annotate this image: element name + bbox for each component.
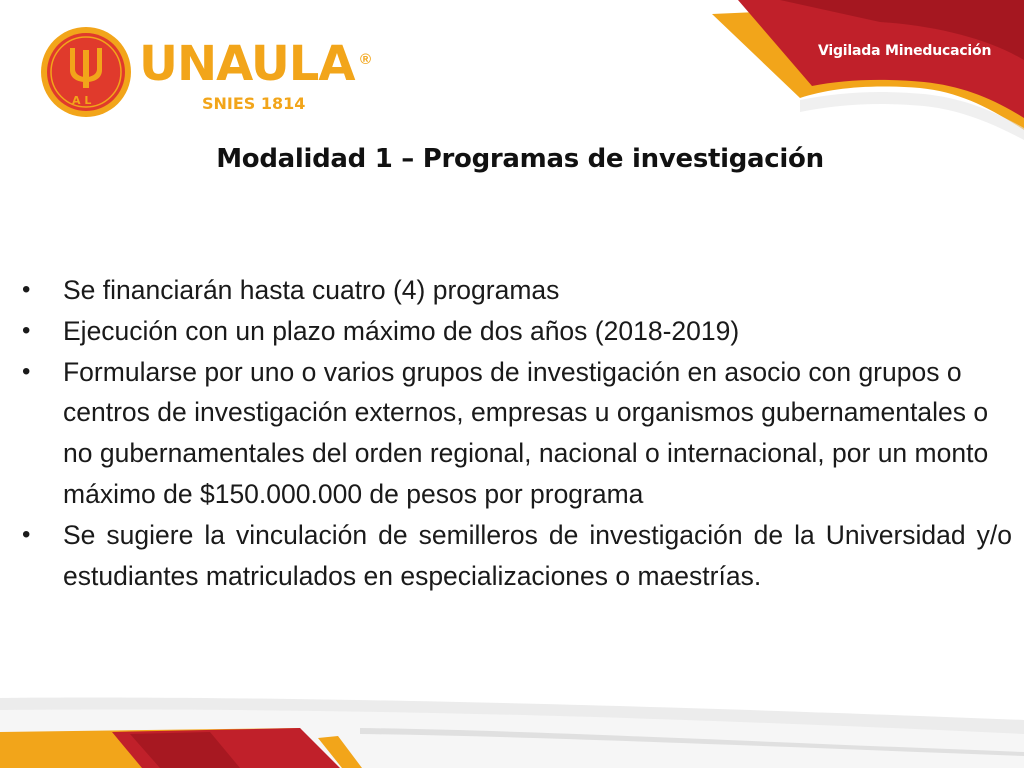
- bullet-text: Se financiarán hasta cuatro (4) programas: [63, 275, 560, 305]
- bullet-marker: •: [22, 357, 31, 385]
- bullet-marker: •: [22, 316, 31, 344]
- registered-mark: ®: [360, 51, 372, 68]
- bullet-list: [22, 270, 1012, 596]
- bullet-marker: •: [22, 520, 31, 548]
- snies-code: SNIES 1814: [202, 94, 306, 113]
- logo-wordmark: UNAULA: [139, 36, 355, 92]
- bullet-item: [22, 352, 1012, 515]
- bullet-item: [22, 311, 1012, 352]
- vigilada-badge: Vigilada Mineducación: [818, 43, 992, 59]
- bullet-item: [22, 270, 1012, 311]
- bullet-text: Formularse por uno o varios grupos de investigación en asocio con grupos o centros de investigación externos, empresas u organismos gubernamentales o no gubernamentales del orden regional, nacional o internacional, por un monto máximo de $150.000.000 de pesos por programa: [63, 356, 989, 509]
- seal-letters: A L: [72, 94, 92, 107]
- bullet-text: Se sugiere la vinculación de semilleros de investigación de la Universidad y/o estudiantes matriculados en especializaciones o maestrías.: [63, 519, 1012, 591]
- bullet-marker: •: [22, 276, 31, 303]
- unaula-seal-icon: [40, 26, 132, 118]
- unaula-logo: [40, 26, 400, 126]
- bullet-text: Ejecución con un plazo máximo de dos años (2018-2019): [63, 315, 740, 346]
- footer-decoration: [0, 690, 1024, 768]
- slide-title: Modalidad 1 – Programas de investigación: [216, 144, 824, 174]
- bullet-item: [22, 515, 1012, 597]
